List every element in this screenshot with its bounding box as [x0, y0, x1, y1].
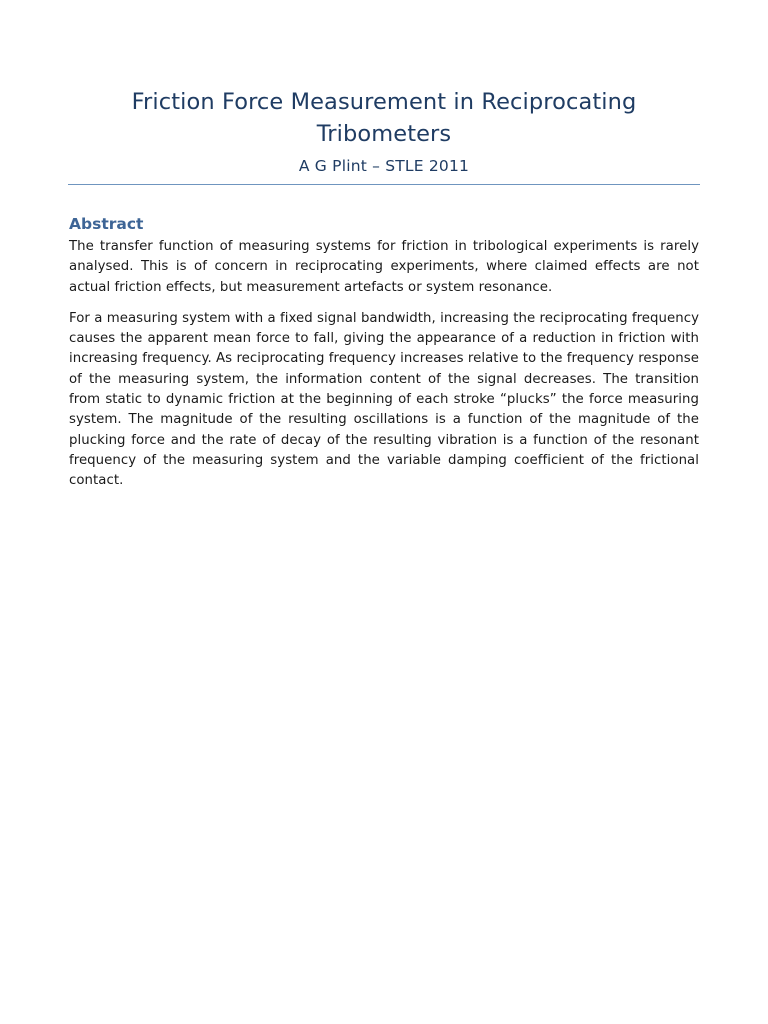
title-divider: [68, 184, 700, 185]
abstract-heading: Abstract: [69, 215, 144, 233]
title-block: [68, 86, 700, 176]
abstract-paragraph-2: For a measuring system with a fixed signal bandwidth, increasing the reciprocating frequency causes the apparent mean force to fall, giving the appearance of a reduction in friction with increasing frequency. As reciprocating frequency increases relative to the frequency response of the measuring system, the information content of the signal decreases. The transition from static to dynamic friction at the beginning of each stroke “plucks” the force measuring system. The magnitude of the resulting oscillations is a function of the magnitude of the plucking force and the rate of decay of the resulting vibration is a function of the resonant frequency of the measuring system and the variable damping coefficient of the frictional contact.: [69, 310, 699, 489]
document-subtitle: A G Plint – STLE 2011: [298, 157, 470, 175]
abstract-section: [69, 213, 699, 503]
document-title: Friction Force Measurement in Reciprocating Tribometers: [131, 89, 637, 147]
abstract-paragraph-1: The transfer function of measuring systems for friction in tribological experiments is rarely analysed. This is of concern in reciprocating experiments, where claimed effects are not actual friction effects, but measurement artefacts or system resonance.: [69, 239, 699, 295]
